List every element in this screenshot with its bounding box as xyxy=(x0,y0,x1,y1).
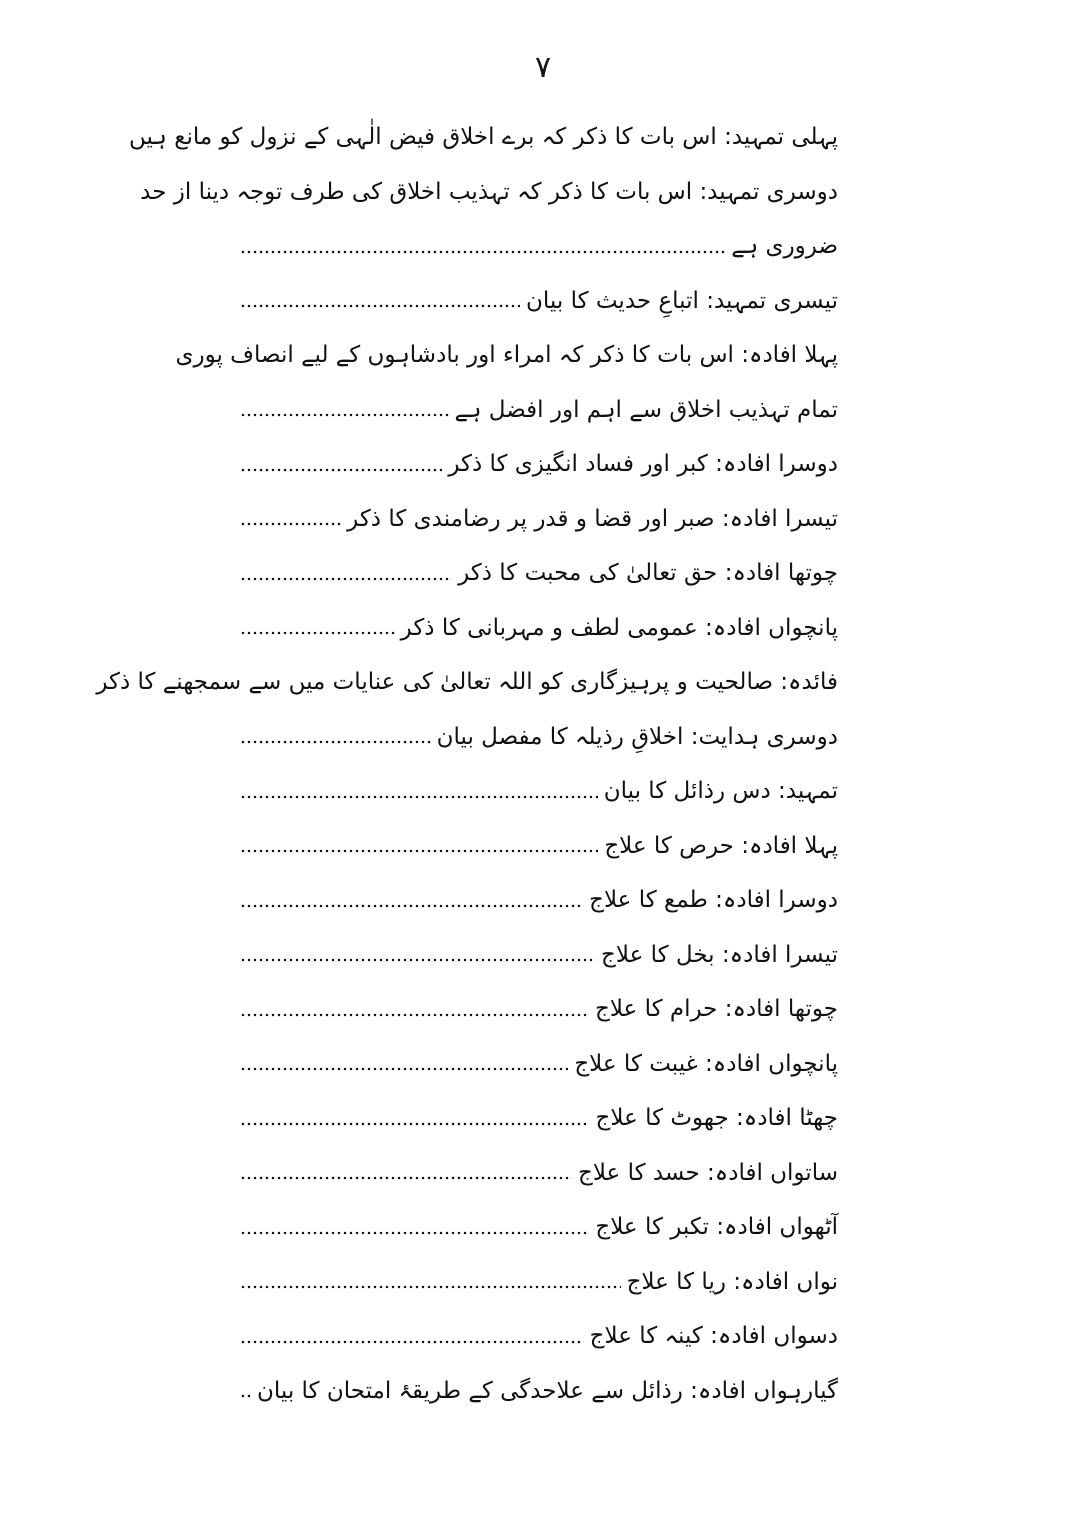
toc-leader-dots xyxy=(240,1118,590,1130)
toc-leader-dots xyxy=(240,954,595,966)
toc-leader-dots xyxy=(240,845,598,857)
toc-entry-text: دوسرا افادہ: کبر اور فساد انگیزی کا ذکر xyxy=(448,451,838,478)
toc-leader-dots xyxy=(240,900,583,912)
toc-entry xyxy=(128,110,838,165)
toc-entry-text: دوسرا افادہ: طمع کا علاج xyxy=(589,887,838,914)
toc-leader-dots xyxy=(240,518,341,530)
toc-entry xyxy=(240,819,838,874)
toc-entry xyxy=(240,1364,838,1419)
toc-entry-text: پہلا افادہ: حرص کا علاج xyxy=(604,832,838,859)
toc-entry xyxy=(96,655,838,710)
toc-entry xyxy=(240,437,838,492)
toc-entry-text: دوسری ہدایت: اخلاقِ رذیلہ کا مفصل بیان xyxy=(436,723,838,750)
toc-entry-text: تمہید: دس رذائل کا بیان xyxy=(603,778,838,805)
toc-entry-text: دوسری تمہید: اس بات کا ذکر کہ تہذیب اخلاق کی طرف توجہ دینا از حد xyxy=(140,178,838,205)
toc-entry-text: پہلا افادہ: اس بات کا ذکر کہ امراء اور بادشاہوں کے لیے انصاف پوری xyxy=(175,342,838,369)
toc-entry xyxy=(240,1309,838,1364)
toc-entry xyxy=(240,1146,838,1201)
toc-entry-text: تیسرا افادہ: بخل کا علاج xyxy=(601,941,838,968)
toc-leader-dots xyxy=(240,1281,621,1293)
toc-entry-text: ضروری ہے xyxy=(731,233,838,260)
toc-leader-dots xyxy=(240,1336,584,1348)
toc-leader-dots xyxy=(240,736,431,748)
toc-entry-text: تیسری تمہید: اتباعِ حدیث کا بیان xyxy=(526,287,838,314)
page-number: ۷ xyxy=(534,50,552,85)
toc-leader-dots xyxy=(240,464,442,476)
toc-entry-text: فائدہ: صالحیت و پرہیزگاری کو اللہ تعالیٰ کی عنایات میں سے سمجھنے کا ذکر xyxy=(96,669,838,696)
toc-entry xyxy=(240,982,838,1037)
toc-entry xyxy=(240,219,838,274)
toc-entry xyxy=(240,928,838,983)
toc-leader-dots xyxy=(240,627,395,639)
toc-entry-text: چوتھا افادہ: حرام کا علاج xyxy=(594,996,838,1023)
toc-entry xyxy=(240,1037,838,1092)
toc-leader-dots xyxy=(240,791,598,803)
toc-entry xyxy=(240,1200,838,1255)
toc-entry xyxy=(240,546,838,601)
toc-leader-dots xyxy=(240,1063,568,1075)
toc-entry-text: پہلی تمہید: اس بات کا ذکر کہ برے اخلاق فیض الٰہی کے نزول کو مانع ہیں xyxy=(128,124,838,151)
toc-entry xyxy=(240,1255,838,1310)
toc-entry xyxy=(240,601,838,656)
toc-entry-text: دسواں افادہ: کینہ کا علاج xyxy=(589,1323,838,1350)
toc-entry xyxy=(240,710,838,765)
toc-entry xyxy=(240,274,838,329)
toc-entry xyxy=(240,492,838,547)
toc-entry-text: پانچواں افادہ: غیبت کا علاج xyxy=(574,1050,838,1077)
toc-entry xyxy=(240,873,838,928)
toc-entry xyxy=(140,165,838,220)
toc-leader-dots xyxy=(240,1390,251,1402)
toc-entry xyxy=(240,1091,838,1146)
toc-leader-dots xyxy=(240,1227,589,1239)
toc-entry-text: تیسرا افادہ: صبر اور قضا و قدر پر رضامندی کا ذکر xyxy=(347,505,838,532)
toc-entry xyxy=(240,383,838,438)
toc-entry xyxy=(175,328,838,383)
toc-entry-text: چھٹا افادہ: جھوٹ کا علاج xyxy=(595,1105,838,1132)
toc-leader-dots xyxy=(240,573,452,585)
toc-entry xyxy=(240,764,838,819)
toc-entry-text: تمام تہذیب اخلاق سے اہم اور افضل ہے xyxy=(454,396,838,423)
toc-entry-text: ساتواں افادہ: حسد کا علاج xyxy=(577,1159,838,1186)
toc-leader-dots xyxy=(240,409,449,421)
toc-leader-dots xyxy=(240,300,520,312)
toc-entry-text: آٹھواں افادہ: تکبر کا علاج xyxy=(595,1214,838,1241)
toc-entry-text: گیارہواں افادہ: رذائل سے علاحدگی کے طریقۂ امتحان کا بیان xyxy=(257,1377,838,1404)
toc-entry-text: نواں افادہ: ریا کا علاج xyxy=(626,1268,838,1295)
toc-entry-text: چوتھا افادہ: حق تعالیٰ کی محبت کا ذکر xyxy=(458,560,838,587)
toc-leader-dots xyxy=(240,1009,589,1021)
toc-leader-dots xyxy=(240,1172,572,1184)
toc-entry-text: پانچواں افادہ: عمومی لطف و مہربانی کا ذکر xyxy=(400,614,838,641)
toc-leader-dots xyxy=(240,246,725,258)
table-of-contents xyxy=(96,110,838,1418)
